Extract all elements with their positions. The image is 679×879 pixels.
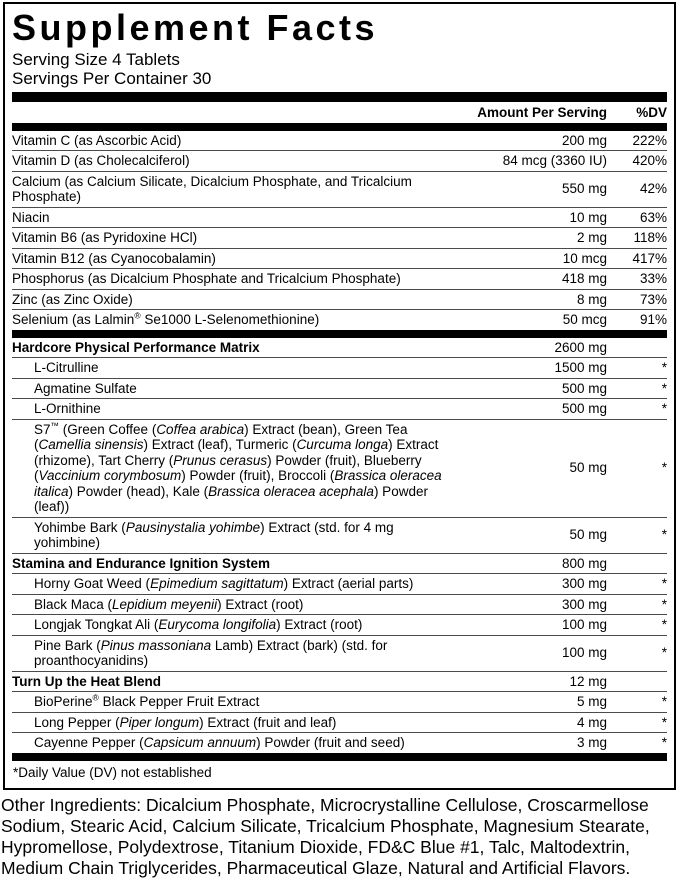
table-row <box>12 419 667 517</box>
ingredient-name: Selenium (as Lalmin® Se1000 L-Selenomethionine) <box>12 310 320 327</box>
table-row <box>12 635 667 671</box>
ingredient-amount: 50 mg <box>569 460 607 476</box>
table-row <box>12 268 667 289</box>
divider-bar <box>12 330 667 338</box>
ingredient-amount: 3 mg <box>576 735 607 750</box>
divider-bar <box>12 753 667 761</box>
ingredient-dv: * <box>661 714 667 730</box>
servings-per-container: Servings Per Container 30 <box>12 69 212 88</box>
ingredient-name: Vitamin B12 (as Cyanocobalamin) <box>12 250 216 266</box>
facts-box <box>3 2 676 790</box>
table-row <box>12 732 667 753</box>
ingredient-amount: 500 mg <box>561 380 607 396</box>
table-row <box>12 207 667 228</box>
dv-column-header: %DV <box>636 105 667 120</box>
ingredient-name: Agmatine Sulfate <box>34 380 137 396</box>
table-row <box>12 594 667 615</box>
column-header-row <box>12 102 667 123</box>
ingredient-amount: 10 mg <box>569 209 607 225</box>
ingredient-amount: 500 mg <box>561 401 607 416</box>
table-row <box>12 289 667 310</box>
table-row <box>12 131 667 151</box>
ingredient-name: BioPerine® Black Pepper Fruit Extract <box>34 692 260 709</box>
facts-title: Supplement Facts <box>12 7 379 48</box>
dv-footnote: *Daily Value (DV) not established <box>13 764 212 780</box>
ingredient-dv: * <box>661 460 667 476</box>
ingredient-amount: 10 mcg <box>562 250 607 266</box>
table-row <box>12 357 667 378</box>
ingredient-amount: 100 mg <box>561 617 607 632</box>
ingredient-name: Horny Goat Weed (Epimedium sagittatum) Extract (aerial parts) <box>34 576 414 591</box>
ingredient-amount: 800 mg <box>561 555 607 571</box>
table-row <box>12 712 667 733</box>
ingredient-name: Yohimbe Bark (Pausinystalia yohimbe) Extract (std. for 4 mg yohimbine) <box>34 519 394 550</box>
table-row <box>12 553 667 574</box>
blend-sections <box>12 338 667 753</box>
ingredient-dv: * <box>661 735 667 750</box>
supplement-facts-label <box>0 2 679 879</box>
amount-column-header: Amount Per Serving <box>477 105 607 120</box>
ingredient-dv: 42% <box>639 181 667 197</box>
ingredient-name: Vitamin D (as Cholecalciferol) <box>12 153 190 168</box>
table-row <box>12 517 667 553</box>
ingredient-dv: * <box>661 401 667 416</box>
blend-header-name: Turn Up the Heat Blend <box>12 673 162 689</box>
ingredient-name: Zinc (as Zinc Oxide) <box>12 291 133 307</box>
ingredient-amount: 50 mg <box>569 527 607 543</box>
ingredient-amount: 300 mg <box>561 596 607 612</box>
table-row <box>12 398 667 419</box>
table-row <box>12 671 667 692</box>
table-row <box>12 227 667 248</box>
ingredient-dv: 417% <box>632 250 667 266</box>
ingredient-name: Pine Bark (Pinus massoniana Lamb) Extract (bark) (std. for proanthocyanidins) <box>34 637 388 668</box>
ingredient-dv: * <box>661 596 667 612</box>
divider-bar <box>12 92 667 102</box>
ingredient-amount: 4 mg <box>576 714 607 730</box>
ingredient-amount: 550 mg <box>561 181 607 197</box>
ingredient-dv: * <box>661 527 667 543</box>
table-row <box>12 691 667 712</box>
ingredient-name: Longjak Tongkat Ali (Eurycoma longifolia) Extract (root) <box>34 617 363 632</box>
ingredient-amount: 2 mg <box>576 230 607 245</box>
ingredient-dv: 91% <box>639 312 667 327</box>
ingredient-name: L-Ornithine <box>34 401 101 416</box>
ingredient-dv: 63% <box>639 209 667 225</box>
table-row <box>12 378 667 399</box>
table-row <box>12 614 667 635</box>
table-row <box>12 171 667 207</box>
table-row <box>12 338 667 358</box>
ingredient-amount: 2600 mg <box>554 339 607 355</box>
table-row <box>12 150 667 171</box>
ingredient-name: Niacin <box>12 209 50 225</box>
ingredient-amount: 1500 mg <box>554 360 607 375</box>
ingredient-dv: * <box>661 576 667 591</box>
ingredient-amount: 5 mg <box>576 694 607 709</box>
ingredient-amount: 418 mg <box>561 271 607 286</box>
serving-size: Serving Size 4 Tablets <box>12 50 180 69</box>
ingredient-amount: 100 mg <box>561 645 607 661</box>
ingredient-name: Long Pepper (Piper longum) Extract (fruit and leaf) <box>34 714 337 730</box>
blend-header-name: Hardcore Physical Performance Matrix <box>12 339 260 355</box>
ingredient-dv: * <box>661 617 667 632</box>
ingredient-dv: * <box>661 360 667 375</box>
ingredient-dv: 73% <box>639 291 667 307</box>
ingredient-dv: * <box>661 380 667 396</box>
ingredient-amount: 84 mcg (3360 IU) <box>502 153 607 168</box>
ingredient-name: Vitamin B6 (as Pyridoxine HCl) <box>12 230 198 245</box>
nutrient-rows <box>12 131 667 330</box>
blend-header-name: Stamina and Endurance Ignition System <box>12 555 271 571</box>
ingredient-name: S7™ (Green Coffee (Coffea arabica) Extract (bean), Green Tea (Camellia sinensis) Extract (leaf), Turmeric (Curcuma longa) Extract (rhizome), Tart Cherry (Prunus cerasus) Powder (fruit), Blueberry (Vaccinium corymbosum) Powder (fruit), Broccoli (Brassica oleracea italica) Powder (head), Kale (Brassica oleracea acephala) Powder (leaf)) <box>34 420 442 514</box>
ingredient-amount: 12 mg <box>569 673 607 689</box>
ingredient-name: Cayenne Pepper (Capsicum annuum) Powder (fruit and seed) <box>34 735 405 750</box>
ingredient-amount: 50 mcg <box>562 312 607 327</box>
ingredient-dv: 118% <box>633 230 667 245</box>
table-row <box>12 248 667 269</box>
table-row <box>12 573 667 594</box>
ingredient-dv: 222% <box>632 132 667 148</box>
ingredient-dv: 420% <box>632 153 667 168</box>
ingredient-name: Black Maca (Lepidium meyenii) Extract (root) <box>34 596 304 612</box>
ingredient-name: Vitamin C (as Ascorbic Acid) <box>12 132 182 148</box>
ingredient-name: Calcium (as Calcium Silicate, Dicalcium Phosphate, and Tricalcium Phosphate) <box>12 173 412 204</box>
ingredient-amount: 8 mg <box>576 291 607 307</box>
ingredient-dv: * <box>661 694 667 709</box>
ingredient-amount: 300 mg <box>561 576 607 591</box>
table-row <box>12 309 667 330</box>
ingredient-amount: 200 mg <box>561 132 607 148</box>
ingredient-dv: 33% <box>639 271 667 286</box>
other-ingredients: Other Ingredients: Dicalcium Phosphate, Microcrystalline Cellulose, Croscarmellose Sodium, Stearic Acid, Calcium Silicate, Tricalcium Phosphate, Magnesium Stearate, Hypromellose, Polydextrose, Titanium Dioxide, FD&C Blue #1, Talc, Maltodextrin, Medium Chain Triglycerides, Pharmaceutical Glaze, Natural and Artificial Flavors. <box>1 794 650 878</box>
ingredient-dv: * <box>661 645 667 661</box>
divider-bar <box>12 123 667 131</box>
ingredient-name: L-Citrulline <box>34 360 99 375</box>
ingredient-name: Phosphorus (as Dicalcium Phosphate and Tricalcium Phosphate) <box>12 271 401 286</box>
